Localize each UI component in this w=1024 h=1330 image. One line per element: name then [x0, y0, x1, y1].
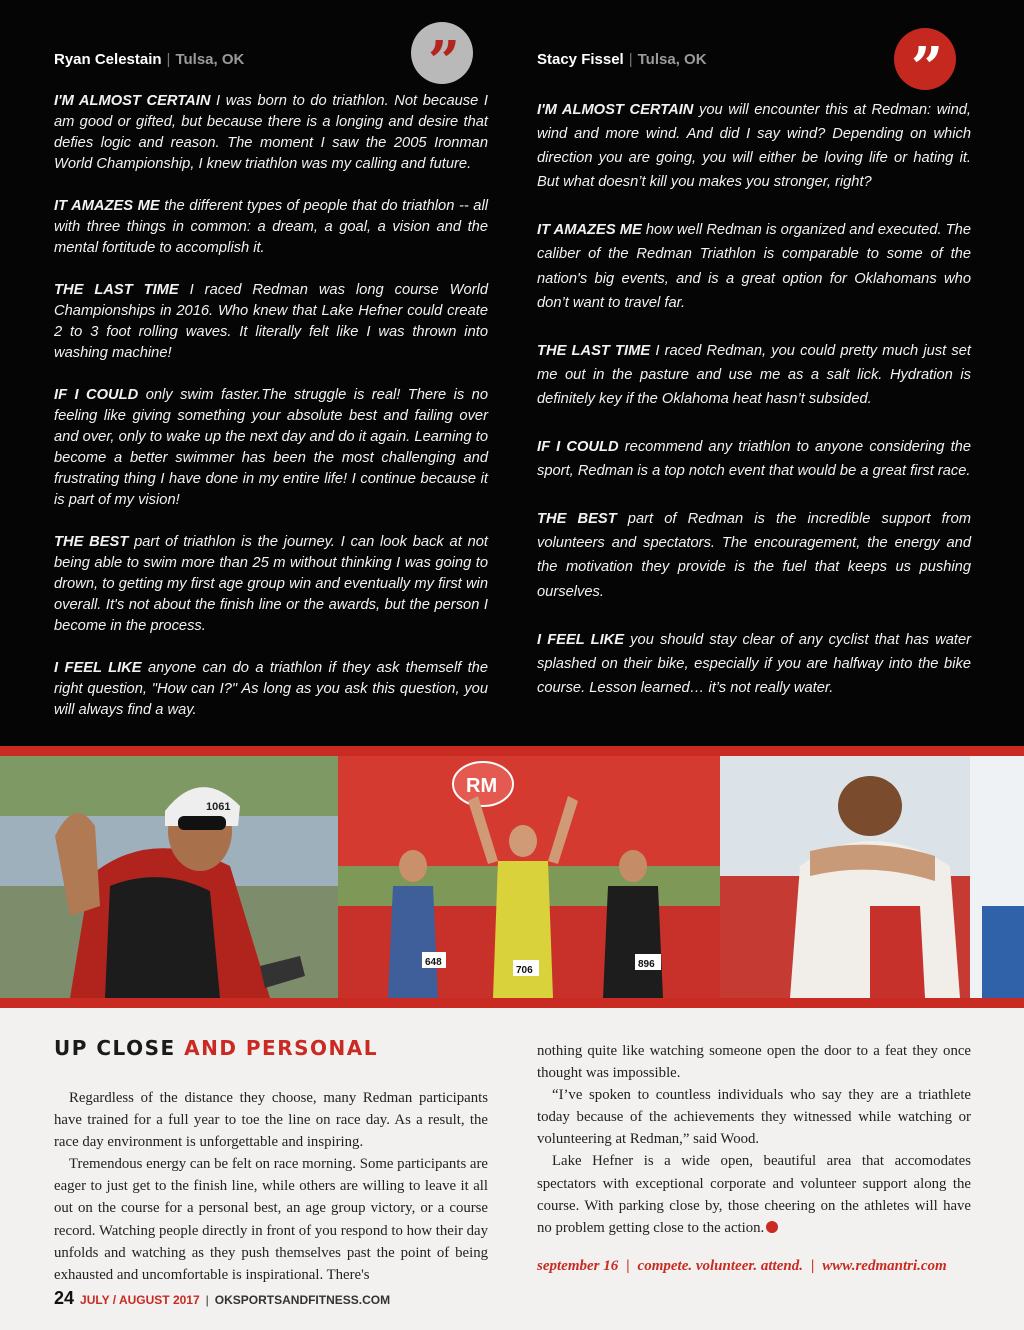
separator: |	[628, 51, 633, 68]
answer: I'M ALMOST CERTAIN I was born to do triathlon. Not because I am good or gifted, but because there is a longing and desire that defies logic and reason. The moment I saw the 2005 Ironman World Championship, I knew triathlon was my calling and future.	[54, 93, 488, 172]
hair-shape	[838, 776, 902, 836]
quote-mark-icon: ”	[411, 22, 473, 84]
answer: THE LAST TIME I raced Redman, you could pretty much just set me out in the pasture and use me as a salt lick. Hydration is definitely key if the Oklahoma heat hasn’t subsided.	[537, 342, 971, 407]
photo-strip	[0, 756, 1024, 998]
paragraph: Lake Hefner is a wide open, beautiful area that accomodates spectators with exceptional corporate and volunteer support along the course. With parking close by, those cheering on the athletes will have no problem getting close to the action.	[537, 1153, 971, 1236]
paragraph: Regardless of the distance they choose, many Redman participants have trained for a full year to toe the line on race day. As a result, the race day environment is unforgettable and inspiring.	[54, 1090, 488, 1151]
photo-cyclist	[0, 756, 338, 998]
quote-mark-icon: ”	[894, 28, 956, 90]
answer: IF I COULD recommend any triathlon to anyone considering the sport, Redman is a top notch event that would be a great first race.	[537, 439, 972, 480]
banner-logo: RM	[466, 775, 498, 797]
bib-number: 648	[425, 957, 442, 968]
event-tagline: september 16 | compete. volunteer. attend. | www.redmantri.com	[537, 1257, 947, 1274]
paragraph: Tremendous energy can be felt on race morning. Some participants are eager to just get to the finish line, while others are willing to leave it all out on the course for a personal best, an age group victory, or a course record. Watching people directly in front of you respond to how their day unfolds and watching as they push themselves past the point of being exhausted and uncomfortable is inspirational. There's	[54, 1156, 488, 1283]
answer: I FEEL LIKE you should stay clear of any cyclist that has water splashed on their bike, especially if you are halfway into the bike course. Lesson learned… it’s not really water.	[537, 631, 972, 696]
answer: I'M ALMOST CERTAIN you will encounter this at Redman: wind, wind and more wind. And did I say wind? Depending on which direction you are going, you will either be loving life or hating it. But what doesn’t kill you makes you stronger, right?	[537, 102, 971, 191]
runner-1	[388, 886, 438, 998]
runner-3	[603, 886, 663, 998]
answer: IF I COULD only swim faster.The struggle is real! There is no feeling like giving something your absolute best and failing over and over, only to wake up the next day and do it again. Learning to become a better swimmer has been the most challenging and frustrating thing I have done in my entire life! I continue because it is part of my vision!	[54, 387, 488, 508]
end-mark-icon	[766, 1221, 778, 1233]
answer: THE BEST part of Redman is the incredible support from volunteers and spectators. The encouragement, the energy and the motivation they provide is the fuel that keeps us pushing ourselves.	[537, 511, 971, 600]
issue-date: JULY / AUGUST 2017	[80, 1293, 200, 1307]
cyclist-illustration	[0, 756, 338, 998]
article-body	[537, 1040, 971, 1239]
separator: |	[166, 51, 171, 68]
divider-bar-top	[0, 746, 1024, 756]
article-left-column	[54, 1036, 488, 1286]
paragraph: nothing quite like watching someone open the door to a feat they once thought was impossible.	[537, 1043, 971, 1082]
runner-2	[493, 861, 553, 998]
answers-list	[54, 91, 488, 721]
profile-name: Ryan Celestain	[54, 51, 162, 68]
profile-stacy	[537, 50, 971, 724]
page-footer	[54, 1288, 390, 1309]
profile-name: Stacy Fissel	[537, 51, 624, 68]
photo-finishers	[338, 756, 720, 998]
profile-city: Tulsa, OK	[175, 51, 245, 68]
bib-number: 706	[516, 965, 533, 976]
divider-bar-bottom	[0, 998, 1024, 1008]
paragraph: “I’ve spoken to countless individuals who say they are a triathlete today because of the achievements they witnessed while watching or volunteering at Redman,” said Wood.	[537, 1087, 971, 1148]
answer: IT AMAZES ME the different types of people that do triathlon -- all with three things in common: a dream, a goal, a vision and the mental fortitude to accomplish it.	[54, 198, 488, 256]
event-date: september 16	[537, 1257, 619, 1274]
footer-separator: |	[205, 1293, 209, 1307]
page-number: 24	[54, 1288, 75, 1308]
article-right-column	[537, 1040, 971, 1275]
photo-hug	[720, 756, 1024, 998]
answer: I FEEL LIKE anyone can do a triathlon if they ask themself the right question, "How can I?" As long as you ask this question, you will always find a way.	[54, 660, 488, 718]
answer: THE BEST part of triathlon is the journey. I can look back at not being able to swim more than 25 m without thinking I was going to drown, to getting my first age group win and eventually my first win overall. It's not about the finish line or the awards, but the person I become in the process.	[54, 534, 488, 634]
answer: IT AMAZES ME how well Redman is organized and executed. The caliber of the Redman Triathlon is comparable to some of the nation's big events, and is a great option for Oklahomans who don’t want to travel far.	[537, 222, 971, 311]
helmet-number: 1061	[206, 801, 231, 813]
answer: THE LAST TIME I raced Redman was long course World Championships in 2016. Who knew that Lake Hefner could create 2 to 3 foot rolling waves. It literally felt like I was thrown into washing machine!	[54, 282, 488, 361]
site-url[interactable]: OKSPORTSANDFITNESS.COM	[214, 1293, 391, 1307]
profile-ryan	[54, 50, 488, 742]
event-slogan: compete. volunteer. attend.	[637, 1257, 803, 1274]
profile-city: Tulsa, OK	[637, 51, 707, 68]
answers-list	[537, 98, 971, 700]
article-headline: UP CLOSE AND PERSONAL	[54, 1036, 378, 1060]
finishers-illustration	[338, 756, 720, 998]
hug-illustration	[720, 756, 1024, 998]
event-url[interactable]: www.redmantri.com	[822, 1257, 947, 1274]
bib-number: 896	[638, 959, 655, 970]
article-body	[54, 1087, 488, 1286]
